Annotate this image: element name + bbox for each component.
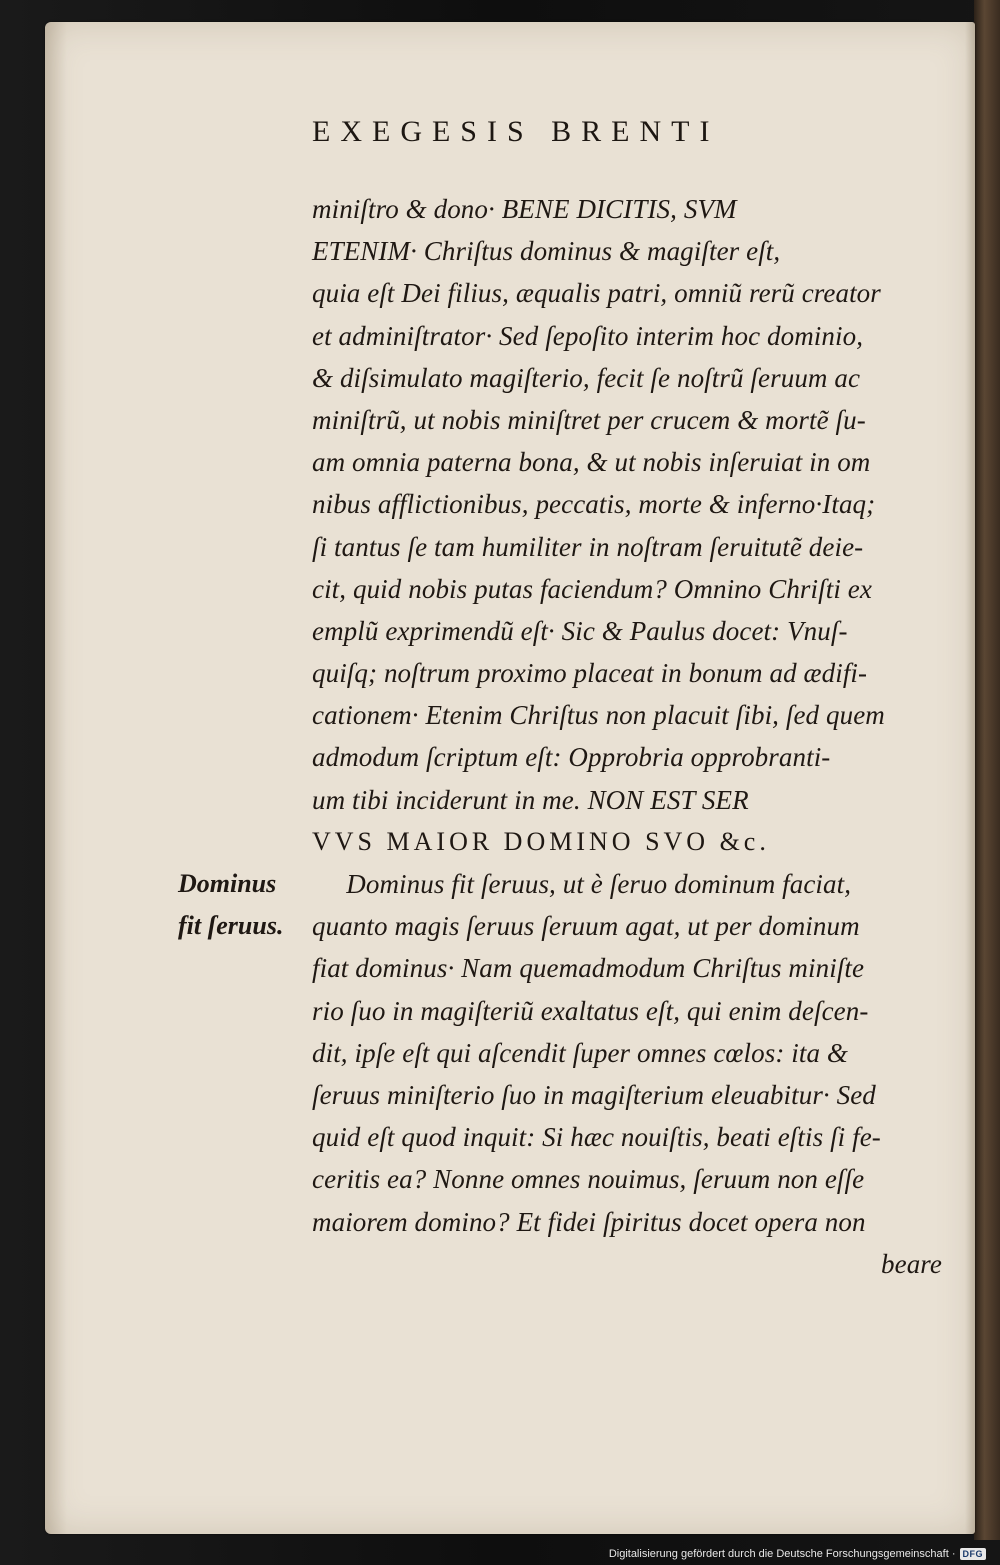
text-line-17: Dominus fit ſeruus, ut è ſeruo dominum faciat,	[312, 869, 852, 899]
text-line-22: ſeruus miniſterio ſuo in magiſterium eleuabitur· Sed	[312, 1079, 876, 1110]
text-line-24: ceritis ea? Nonne omnes nouimus, ſeruum non eſſe	[312, 1164, 865, 1195]
text-line-20: rio ſuo in magiſteriũ exaltatus eſt, qui enim deſcen-	[312, 995, 869, 1026]
book-binding-edge	[974, 0, 1000, 1540]
main-text-block	[312, 188, 942, 1285]
running-head: EXEGESIS BRENTI	[312, 115, 720, 148]
credit-text: Digitalisierung gefördert durch die Deutsche Forschungsgemeinschaft ·	[608, 1548, 956, 1560]
dfg-logo: DFG	[960, 1548, 987, 1560]
text-line-13: cationem· Etenim Chriſtus non placuit ſibi, ſed quem	[312, 700, 885, 731]
digitization-credit	[609, 1548, 986, 1560]
text-line-25: maiorem domino? Et fidei ſpiritus docet opera non	[312, 1206, 866, 1237]
text-line-12: quiſq; noſtrum proximo placeat in bonum ad ædifi-	[312, 658, 868, 689]
catchword: beare	[881, 1248, 942, 1279]
text-line-11: emplũ exprimendũ eſt· Sic & Paulus docet: Vnuſ-	[312, 615, 848, 646]
marginal-note-line-1: Dominus	[178, 869, 277, 898]
text-line-16: VVS MAIOR DOMINO SVO &c.	[312, 826, 770, 856]
marginal-note	[178, 863, 308, 947]
text-line-6: miniſtrũ, ut nobis miniſtret per crucem & mortẽ ſu-	[312, 404, 866, 435]
text-line-7: am omnia paterna bona, & ut nobis inſeruiat in om	[312, 447, 871, 478]
text-line-2: ETENIM· Chriſtus dominus & magiſter eſt,	[312, 236, 781, 267]
marginal-note-line-2: fit ſeruus.	[178, 911, 284, 941]
text-line-4: et adminiſtrator· Sed ſepoſito interim hoc dominio,	[312, 320, 864, 351]
text-line-9: ſi tantus ſe tam humiliter in noſtram ſeruitutẽ deie-	[312, 531, 864, 562]
text-line-14: admodum ſcriptum eſt: Opprobria opprobranti-	[312, 742, 831, 773]
text-line-19: fiat dominus· Nam quemadmodum Chriſtus miniſte	[312, 953, 865, 984]
text-line-1: miniſtro & dono· BENE DICITIS, SVM	[312, 194, 737, 224]
text-line-10: cit, quid nobis putas faciendum? Omnino Chriſti ex	[312, 573, 872, 604]
text-line-5: & diſsimulato magiſterio, fecit ſe noſtrũ ſeruum ac	[312, 362, 861, 393]
text-line-23: quid eſt quod inquit: Si hæc nouiſtis, beati eſtis ſi fe-	[312, 1122, 881, 1153]
text-line-21: dit, ipſe eſt qui aſcendit ſuper omnes cœlos: ita &	[312, 1037, 849, 1068]
text-line-15: um tibi inciderunt in me. NON EST SER	[312, 784, 749, 815]
text-line-3: quia eſt Dei filius, æqualis patri, omniũ rerũ creator	[312, 278, 881, 309]
text-line-18: quanto magis ſeruus ſeruum agat, ut per dominum	[312, 911, 860, 942]
text-line-8: nibus afflictionibus, peccatis, morte & inferno·Itaq;	[312, 489, 876, 520]
